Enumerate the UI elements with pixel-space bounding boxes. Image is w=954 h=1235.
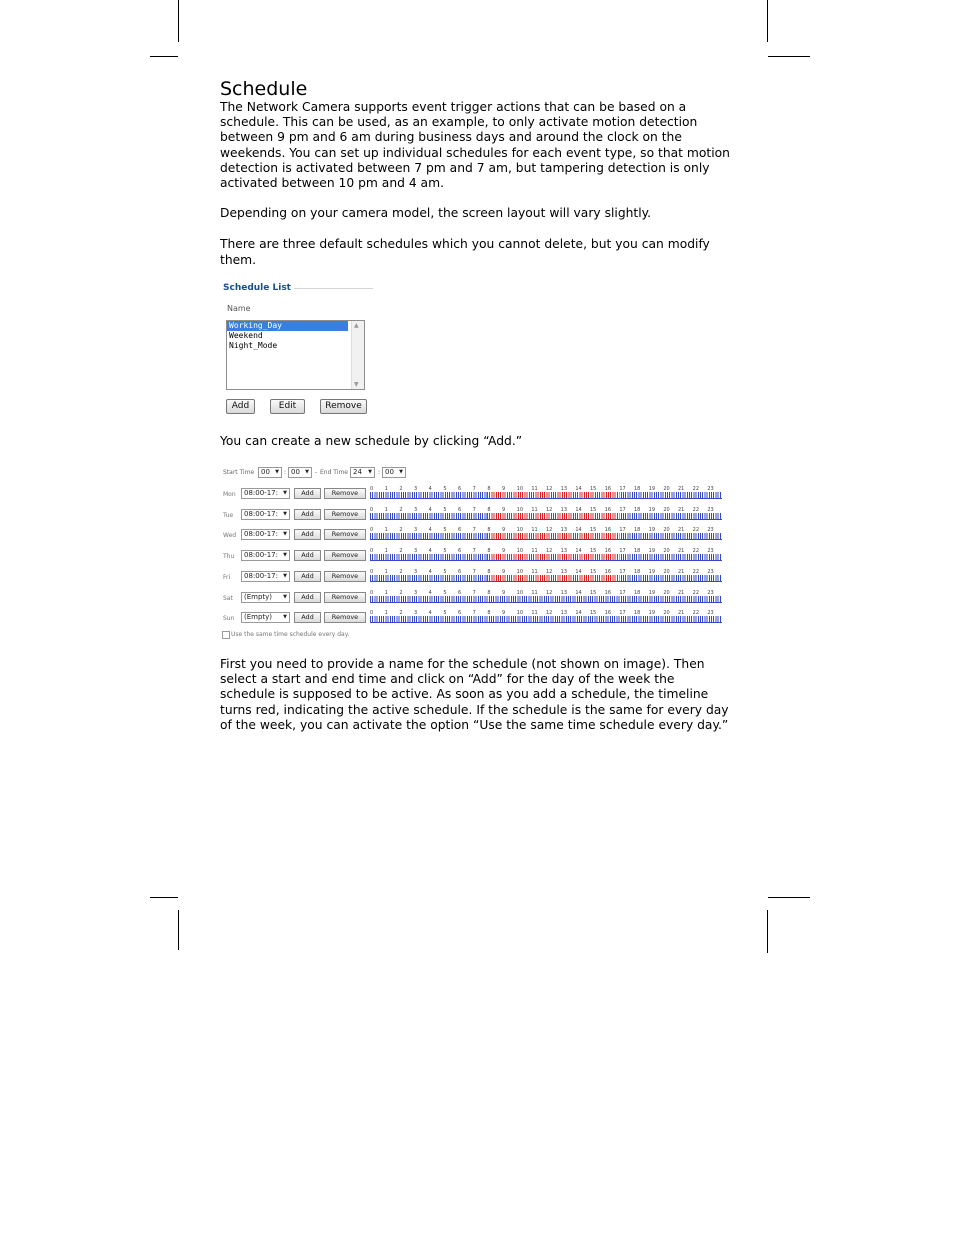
hour-tick-label: 16 (604, 610, 612, 617)
day-schedule-value: (Empty) (244, 613, 273, 622)
time-separator: : (284, 469, 287, 476)
timeline-baseline (370, 581, 722, 582)
hour-tick-label: 13 (560, 506, 568, 513)
day-timeline[interactable] (370, 569, 722, 583)
hour-tick-label: 13 (560, 486, 568, 492)
hour-tick-label: 4 (428, 548, 432, 555)
chevron-down-icon: ▼ (283, 572, 287, 579)
hour-tick-label: 11 (531, 610, 538, 617)
hour-tick-label: 23 (707, 589, 714, 596)
day-label-fri: Fri (223, 573, 231, 581)
hour-tick-label: 0 (370, 486, 374, 492)
day-add-button[interactable]: Add (294, 509, 321, 520)
day-timeline[interactable] (370, 548, 722, 562)
hour-tick-label: 13 (560, 527, 568, 534)
hour-tick-label: 23 (707, 527, 714, 534)
hour-tick-label: 20 (663, 548, 670, 555)
hour-tick-label: 1 (384, 486, 388, 492)
hour-tick-label: 10 (516, 589, 524, 596)
hour-tick-label: 4 (428, 486, 432, 492)
hour-tick-label: 19 (648, 568, 656, 575)
hour-tick-label: 3 (414, 506, 418, 513)
hour-tick-label: 1 (384, 506, 388, 513)
chevron-down-icon: ▼ (399, 469, 403, 475)
chevron-down-icon: ▼ (283, 614, 287, 621)
hour-tick-label: 1 (384, 610, 388, 617)
hour-tick-label: 13 (560, 568, 568, 575)
hour-tick-label: 6 (458, 548, 462, 555)
hour-tick-label: 11 (531, 568, 538, 575)
day-schedule-select-thu[interactable] (241, 550, 290, 561)
hour-tick-label: 19 (648, 548, 656, 555)
hour-tick-label: 17 (619, 610, 626, 617)
hour-tick-label: 15 (590, 486, 597, 492)
start-hour-select[interactable] (258, 467, 282, 478)
hour-tick-label: 18 (634, 486, 641, 492)
hour-tick-label: 19 (648, 506, 656, 513)
hour-tick-label: 23 (707, 506, 714, 513)
schedule-list-panel (220, 282, 380, 422)
start-hour-value: 00 (261, 468, 270, 476)
day-label-wed: Wed (223, 532, 237, 540)
hour-tick-label: 7 (472, 486, 476, 492)
remove-schedule-button[interactable]: Remove (320, 399, 367, 414)
hour-tick-label: 22 (692, 486, 700, 492)
hour-tick-label: 8 (487, 527, 491, 534)
schedule-item-weekend[interactable]: Weekend (229, 331, 263, 340)
hour-tick-label: 2 (399, 506, 403, 513)
day-schedule-value: 08:00-17: (244, 530, 278, 539)
day-timeline[interactable] (370, 527, 722, 541)
hour-tick-label: 3 (414, 610, 418, 617)
hour-tick-label: 1 (384, 589, 388, 596)
hour-tick-label: 7 (472, 610, 476, 617)
day-schedule-value: 08:00-17: (244, 509, 278, 518)
day-add-button[interactable]: Add (294, 488, 321, 499)
schedule-listbox[interactable] (226, 320, 365, 390)
hour-tick-label: 9 (502, 610, 506, 617)
crop-mark (150, 56, 178, 57)
hour-tick-label: 8 (487, 486, 491, 492)
hour-tick-label: 16 (604, 548, 612, 555)
hour-tick-label: 22 (692, 548, 700, 555)
hour-tick-label: 10 (516, 568, 524, 575)
day-remove-button[interactable]: Remove (324, 612, 366, 623)
hour-tick-label: 20 (663, 568, 670, 575)
chevron-down-icon: ▼ (283, 593, 287, 600)
hour-tick-label: 12 (546, 589, 553, 596)
hour-tick-label: 15 (590, 527, 597, 534)
hour-tick-label: 23 (707, 486, 714, 492)
hour-tick-label: 23 (707, 568, 714, 575)
hour-tick-label: 11 (531, 486, 538, 492)
day-schedule-select-wed[interactable] (241, 529, 290, 540)
hour-tick-label: 10 (516, 527, 524, 534)
hour-tick-label: 3 (414, 548, 418, 555)
day-schedule-select-tue[interactable] (241, 509, 290, 520)
hour-tick-label: 7 (472, 506, 476, 513)
day-schedule-value: (Empty) (244, 592, 273, 601)
range-dash: - (315, 469, 318, 476)
hour-tick-label: 4 (428, 589, 432, 596)
hour-tick-label: 9 (502, 486, 506, 492)
hour-tick-label: 5 (443, 589, 447, 596)
hour-tick-label: 14 (575, 568, 582, 575)
hour-tick-label: 2 (399, 568, 403, 575)
hour-tick-label: 14 (575, 486, 582, 492)
hour-tick-label: 5 (443, 506, 447, 513)
hour-tick-label: 0 (370, 568, 374, 575)
chevron-down-icon: ▼ (368, 469, 372, 475)
timeline-baseline (370, 622, 722, 623)
chevron-down-icon: ▼ (305, 469, 309, 475)
hour-tick-label: 8 (487, 506, 491, 513)
day-schedule-select-sun[interactable] (241, 612, 290, 623)
day-label-mon: Mon (223, 491, 236, 498)
hour-tick-label: 3 (414, 486, 418, 492)
add-schedule-button[interactable]: Add (226, 399, 255, 414)
hour-tick-label: 16 (604, 486, 612, 492)
hour-tick-label: 7 (472, 568, 476, 575)
chevron-down-icon: ▼ (283, 552, 287, 559)
day-label-sun: Sun (223, 615, 235, 623)
hour-tick-label: 8 (487, 548, 491, 555)
hour-tick-label: 9 (502, 527, 506, 534)
time-separator: : (378, 469, 381, 476)
hour-tick-label: 16 (604, 589, 612, 596)
hour-tick-label: 12 (546, 568, 553, 575)
hour-tick-label: 7 (472, 548, 476, 555)
end-hour-value: 24 (353, 468, 362, 476)
hour-tick-label: 5 (443, 548, 447, 555)
end-time-label: End Time (320, 469, 348, 476)
hour-tick-label: 21 (678, 610, 685, 617)
day-add-button[interactable]: Add (294, 612, 321, 623)
hour-tick-label: 18 (634, 506, 641, 513)
hour-tick-label: 22 (692, 610, 700, 617)
hour-tick-label: 23 (707, 610, 714, 617)
hour-tick-label: 13 (560, 610, 568, 617)
hour-tick-label: 22 (692, 589, 700, 596)
hour-tick-label: 18 (634, 568, 641, 575)
hour-tick-label: 8 (487, 568, 491, 575)
hour-tick-label: 12 (546, 610, 553, 617)
hour-tick-label: 5 (443, 568, 447, 575)
listbox-scrollbar[interactable] (351, 321, 364, 389)
hour-tick-label: 1 (384, 527, 388, 534)
hour-tick-label: 8 (487, 610, 491, 617)
hour-tick-label: 11 (531, 589, 538, 596)
day-schedule-select-sat[interactable] (241, 592, 290, 603)
hour-tick-label: 19 (648, 589, 656, 596)
hour-tick-label: 9 (502, 548, 506, 555)
hour-tick-label: 0 (370, 527, 374, 534)
hour-tick-label: 20 (663, 527, 670, 534)
timeline-baseline (370, 498, 722, 499)
hour-tick-label: 5 (443, 527, 447, 534)
same-schedule-checkbox[interactable] (222, 631, 230, 639)
day-timeline[interactable] (370, 486, 722, 500)
name-header: Name (227, 304, 251, 313)
day-remove-button[interactable]: Remove (324, 550, 366, 561)
end-minute-select[interactable] (382, 467, 406, 478)
hour-tick-label: 14 (575, 527, 582, 534)
timeline-baseline (370, 602, 722, 603)
hour-tick-label: 5 (443, 486, 447, 492)
schedule-list-legend: Schedule List (223, 283, 291, 293)
hour-tick-label: 10 (516, 486, 524, 492)
day-timeline[interactable] (370, 610, 722, 624)
crop-mark (178, 910, 179, 950)
day-schedule-select-fri[interactable] (241, 571, 290, 582)
hour-tick-label: 18 (634, 548, 641, 555)
end-minute-value: 00 (385, 468, 394, 476)
hour-tick-label: 9 (502, 589, 506, 596)
day-timeline[interactable] (370, 590, 722, 604)
hour-tick-label: 1 (384, 568, 388, 575)
hour-tick-label: 16 (604, 568, 612, 575)
hour-tick-label: 17 (619, 506, 626, 513)
day-remove-button[interactable]: Remove (324, 571, 366, 582)
scroll-down-icon[interactable]: ▼ (354, 381, 359, 388)
hour-tick-label: 2 (399, 527, 403, 534)
hour-tick-label: 17 (619, 486, 626, 492)
hour-tick-label: 10 (516, 548, 524, 555)
hour-tick-label: 12 (546, 527, 553, 534)
hour-tick-label: 2 (399, 589, 403, 596)
hour-tick-label: 23 (707, 548, 714, 555)
hour-tick-label: 1 (384, 548, 388, 555)
hour-tick-label: 4 (428, 527, 432, 534)
same-schedule-label: Use the same time schedule every day. (231, 631, 350, 638)
hour-tick-label: 12 (546, 486, 553, 492)
create-schedule-paragraph: You can create a new schedule by clicking “Add.” (220, 434, 523, 448)
day-label-sat: Sat (223, 594, 233, 602)
hour-tick-label: 17 (619, 589, 626, 596)
hour-tick-label: 17 (619, 568, 626, 575)
hour-tick-label: 4 (428, 506, 432, 513)
hour-tick-label: 11 (531, 527, 538, 534)
intro-paragraph: The Network Camera supports event trigger actions that can be based on a schedule. This can be used, as an example, to only activate motion detection between 9 pm and 6 am during business days and around the clock on the weekends. You can set up individual schedules for each event type, so that motion detection is activated between 7 pm and 7 am, but tampering detection is only activated between 10 pm and 4 am. (220, 100, 730, 191)
schedule-item-night-mode[interactable]: Night_Mode (229, 341, 278, 350)
hour-tick-label: 14 (575, 548, 582, 555)
hour-tick-label: 10 (516, 610, 524, 617)
hour-tick-label: 21 (678, 548, 685, 555)
day-schedule-value: 08:00-17: (244, 489, 278, 497)
hour-tick-label: 6 (458, 589, 462, 596)
instructions-paragraph: First you need to provide a name for the schedule (not shown on image). Then select a start and end time and click on “Add” for the day of the week the schedule is supposed to be active. As soon as you add a schedule, the timeline turns red, indicating the active schedule. If the schedule is the same for every day of the week, you can activate the option “Use the same time schedule every day.” (220, 657, 729, 732)
day-add-button[interactable]: Add (294, 592, 321, 603)
hour-tick-label: 18 (634, 610, 641, 617)
hour-tick-label: 22 (692, 527, 700, 534)
timeline-baseline (370, 519, 722, 520)
hour-tick-label: 2 (399, 486, 403, 492)
start-time-label: Start Time (223, 469, 255, 476)
day-remove-button[interactable]: Remove (324, 509, 366, 520)
hour-tick-label: 12 (546, 548, 553, 555)
chevron-down-icon: ▼ (275, 469, 279, 475)
crop-mark (767, 0, 768, 42)
hour-tick-label: 6 (458, 568, 462, 575)
hour-tick-label: 7 (472, 589, 476, 596)
hour-tick-label: 18 (634, 527, 641, 534)
day-remove-button[interactable]: Remove (324, 488, 366, 499)
hour-tick-label: 0 (370, 506, 374, 513)
hour-tick-label: 15 (590, 506, 597, 513)
day-schedule-select-mon[interactable] (241, 488, 290, 499)
hour-tick-label: 9 (502, 506, 506, 513)
hour-tick-label: 21 (678, 506, 685, 513)
hour-tick-label: 3 (414, 589, 418, 596)
hour-tick-label: 6 (458, 506, 462, 513)
legend-divider (294, 288, 373, 289)
hour-tick-label: 21 (678, 486, 685, 492)
hour-tick-label: 0 (370, 610, 374, 617)
day-add-button[interactable]: Add (294, 529, 321, 540)
schedule-editor (220, 464, 724, 644)
hour-tick-label: 8 (487, 589, 491, 596)
schedule-item-working-day[interactable]: Working_Day (227, 321, 348, 331)
hour-tick-label: 12 (546, 506, 553, 513)
default-schedules-paragraph: There are three default schedules which you cannot delete, but you can modify them. (220, 237, 710, 267)
day-remove-button[interactable]: Remove (324, 529, 366, 540)
crop-mark (150, 897, 178, 898)
day-remove-button[interactable]: Remove (324, 592, 366, 603)
hour-tick-label: 11 (531, 506, 538, 513)
timeline-baseline (370, 539, 722, 540)
hour-tick-label: 11 (531, 548, 538, 555)
hour-tick-label: 20 (663, 506, 670, 513)
hour-tick-label: 21 (678, 568, 685, 575)
edit-schedule-button[interactable]: Edit (270, 399, 305, 414)
hour-tick-label: 3 (414, 568, 418, 575)
day-add-button[interactable]: Add (294, 571, 321, 582)
hour-tick-label: 16 (604, 506, 612, 513)
hour-tick-label: 21 (678, 589, 685, 596)
hour-tick-label: 19 (648, 486, 656, 492)
hour-tick-label: 14 (575, 589, 582, 596)
day-label-tue: Tue (223, 511, 234, 519)
scroll-up-icon[interactable]: ▲ (354, 322, 359, 329)
hour-tick-label: 6 (458, 486, 462, 492)
hour-tick-label: 22 (692, 506, 700, 513)
hour-tick-label: 15 (590, 568, 597, 575)
hour-tick-label: 19 (648, 610, 656, 617)
hour-tick-label: 4 (428, 610, 432, 617)
crop-mark (767, 910, 768, 953)
hour-tick-label: 4 (428, 568, 432, 575)
hour-tick-label: 17 (619, 527, 626, 534)
hour-tick-label: 10 (516, 506, 524, 513)
timeline-baseline (370, 560, 722, 561)
hour-tick-label: 17 (619, 548, 626, 555)
crop-mark (178, 0, 179, 42)
hour-tick-label: 20 (663, 589, 670, 596)
day-schedule-value: 08:00-17: (244, 551, 278, 560)
chevron-down-icon: ▼ (283, 510, 287, 517)
day-label-thu: Thu (223, 553, 235, 561)
end-hour-select[interactable] (350, 467, 375, 478)
start-minute-value: 00 (291, 468, 300, 476)
start-minute-select[interactable] (288, 467, 312, 478)
day-timeline[interactable] (370, 507, 722, 521)
hour-tick-label: 6 (458, 527, 462, 534)
hour-tick-label: 15 (590, 610, 597, 617)
page-title: Schedule (220, 78, 308, 100)
layout-note-paragraph: Depending on your camera model, the screen layout will vary slightly. (220, 206, 652, 221)
hour-tick-label: 2 (399, 548, 403, 555)
hour-tick-label: 20 (663, 610, 670, 617)
crop-mark (768, 897, 810, 898)
hour-tick-label: 2 (399, 610, 403, 617)
hour-tick-label: 15 (590, 589, 597, 596)
hour-tick-label: 0 (370, 589, 374, 596)
hour-tick-label: 22 (692, 568, 700, 575)
hour-tick-label: 14 (575, 506, 582, 513)
hour-tick-label: 3 (414, 527, 418, 534)
hour-tick-label: 19 (648, 527, 656, 534)
hour-tick-label: 9 (502, 568, 506, 575)
chevron-down-icon: ▼ (283, 531, 287, 538)
hour-tick-label: 21 (678, 527, 685, 534)
day-add-button[interactable]: Add (294, 550, 321, 561)
day-schedule-value: 08:00-17: (244, 571, 278, 580)
document-body (220, 78, 730, 268)
hour-tick-label: 18 (634, 589, 641, 596)
hour-tick-label: 13 (560, 548, 568, 555)
hour-tick-label: 14 (575, 610, 582, 617)
hour-tick-label: 0 (370, 548, 374, 555)
hour-tick-label: 16 (604, 527, 612, 534)
hour-tick-label: 7 (472, 527, 476, 534)
hour-tick-label: 20 (663, 486, 670, 492)
hour-tick-label: 6 (458, 610, 462, 617)
chevron-down-icon: ▼ (283, 490, 287, 496)
hour-tick-label: 15 (590, 548, 597, 555)
hour-tick-label: 13 (560, 589, 568, 596)
crop-mark (768, 56, 810, 57)
hour-tick-label: 5 (443, 610, 447, 617)
